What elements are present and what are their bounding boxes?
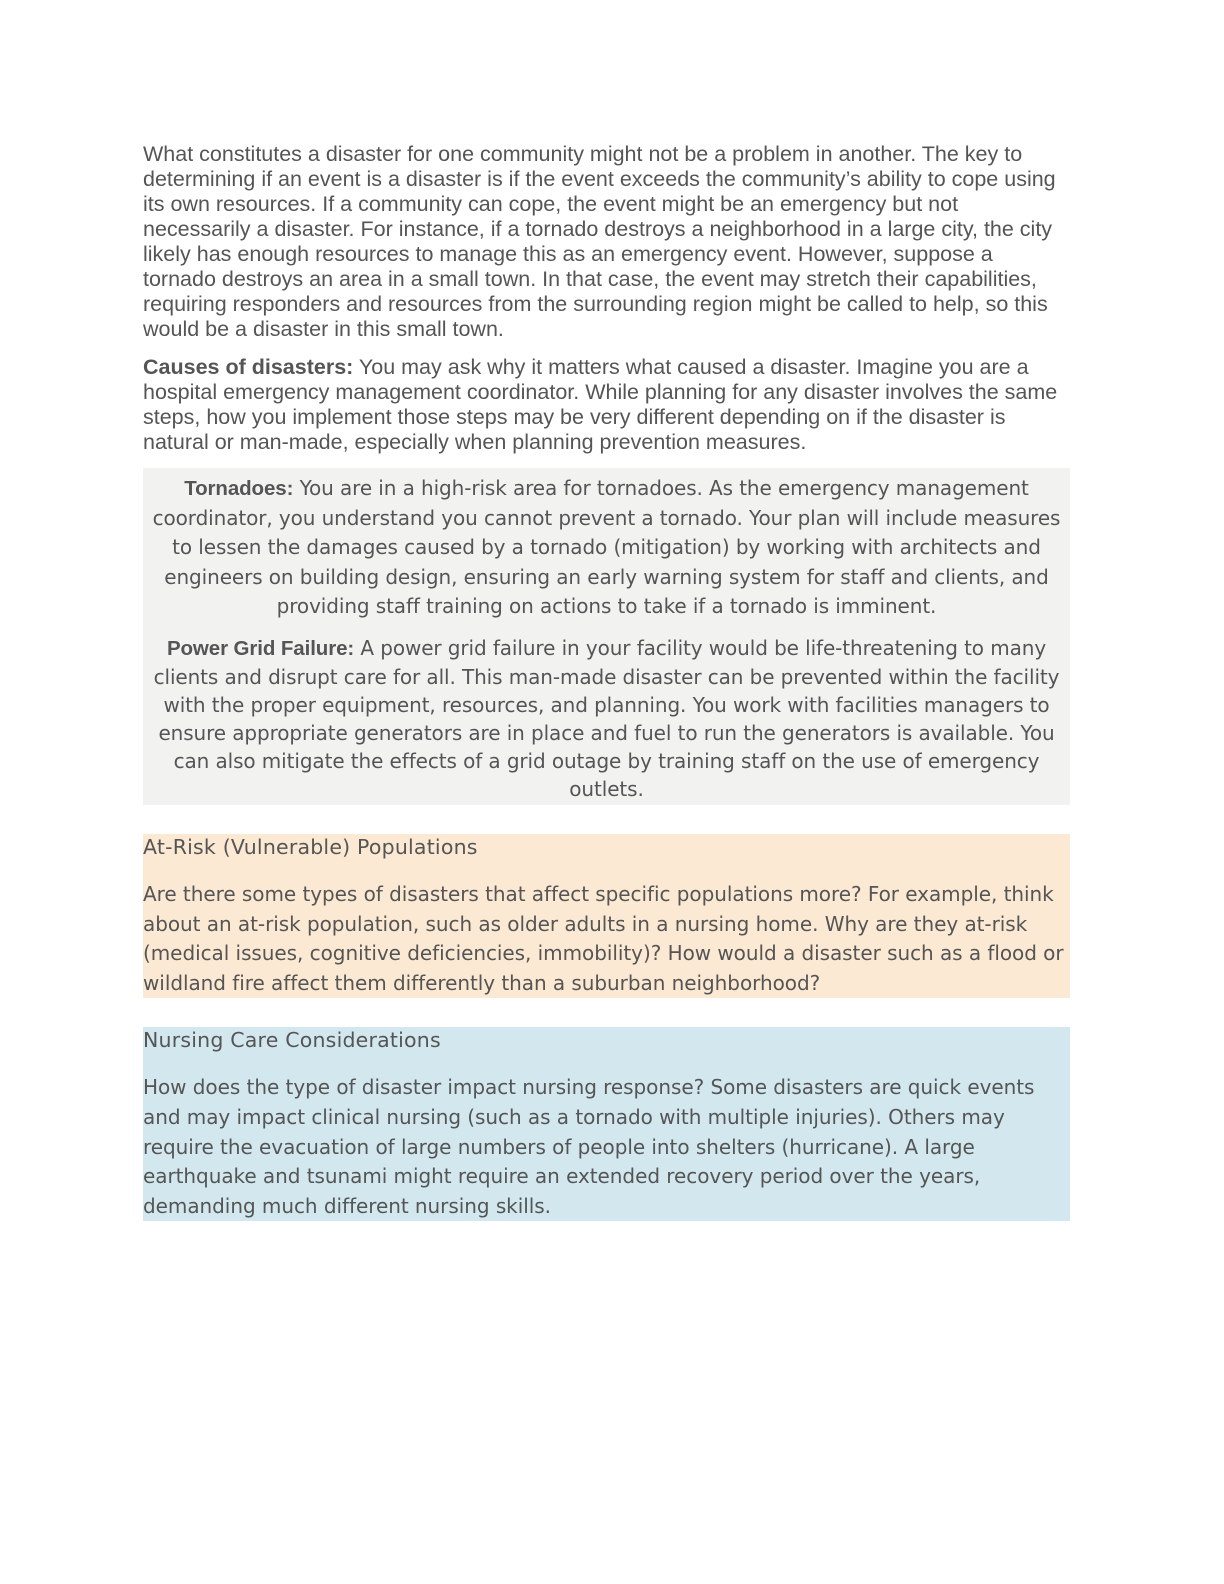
nursing-heading: Nursing Care Considerations <box>143 1028 441 1053</box>
causes-label: Causes of disasters: <box>143 355 354 379</box>
power-grid-text: A power grid failure in your facility would be life-threatening to many clients and disrupt care for all. This man-made disaster can be prevented within the facility with the proper equipment, resources, and planning. You work with facilities managers to ensure appropriate generators are in place and fuel to run the generators is available. You can also mitigate the effects of a grid outage by training staff on the use of emergency outlets. <box>153 635 1060 801</box>
causes-paragraph <box>143 355 1070 455</box>
at-risk-heading: At-Risk (Vulnerable) Populations <box>143 834 478 859</box>
nursing-callout <box>143 1027 1070 1221</box>
tornado-text: You are in a high-risk area for tornadoes. As the emergency management coordinator, you understand you cannot prevent a tornado. Your plan will include measures to lessen the damages caused by a tornado (mitigation) by working with architects and engineers on building design, ensuring an early warning system for staff and clients, and providing staff training on actions to take if a tornado is imminent. <box>152 476 1061 619</box>
intro-paragraph <box>143 142 1070 342</box>
examples-box <box>143 468 1070 805</box>
intro-text: What constitutes a disaster for one community might not be a problem in another. The key to determining if an event is a disaster is if the event exceeds the community’s ability to cope using its own resources. If a community can cope, the event might be an emergency but not necessarily a disaster. For instance, if a tornado destroys a neighborhood in a large city, the city likely has enough resources to manage this as an emergency event. However, suppose a tornado destroys an area in a small town. In that case, the event may stretch their capabilities, requiring responders and resources from the surrounding region might be called to help, so this would be a disaster in this small town. <box>143 142 1056 341</box>
tornado-example <box>147 474 1066 622</box>
document-page <box>143 142 1070 1221</box>
causes-text: You may ask why it matters what caused a disaster. Imagine you are a hospital emergency management coordinator. While planning for any disaster involves the same steps, how you implement those steps may be very different depending on if the disaster is natural or man-made, especially when planning prevention measures. <box>143 355 1058 454</box>
at-risk-text: Are there some types of disasters that affect specific populations more? For example, think about an at-risk population, such as older adults in a nursing home. Why are they at-risk (medical issues, cognitive deficiencies, immobility)? How would a disaster such as a flood or wildland fire affect them differently than a suburban neighborhood? <box>143 881 1064 995</box>
at-risk-callout <box>143 834 1070 998</box>
nursing-text: How does the type of disaster impact nursing response? Some disasters are quick events and may impact clinical nursing (such as a tornado with multiple injuries). Others may require the evacuation of large numbers of people into shelters (hurricane). A large earthquake and tsunami might require an extended recovery period over the years, demanding much different nursing skills. <box>143 1075 1035 1218</box>
tornado-label: Tornadoes: <box>184 477 294 500</box>
power-grid-example <box>147 634 1066 803</box>
power-grid-label: Power Grid Failure: <box>166 636 355 660</box>
